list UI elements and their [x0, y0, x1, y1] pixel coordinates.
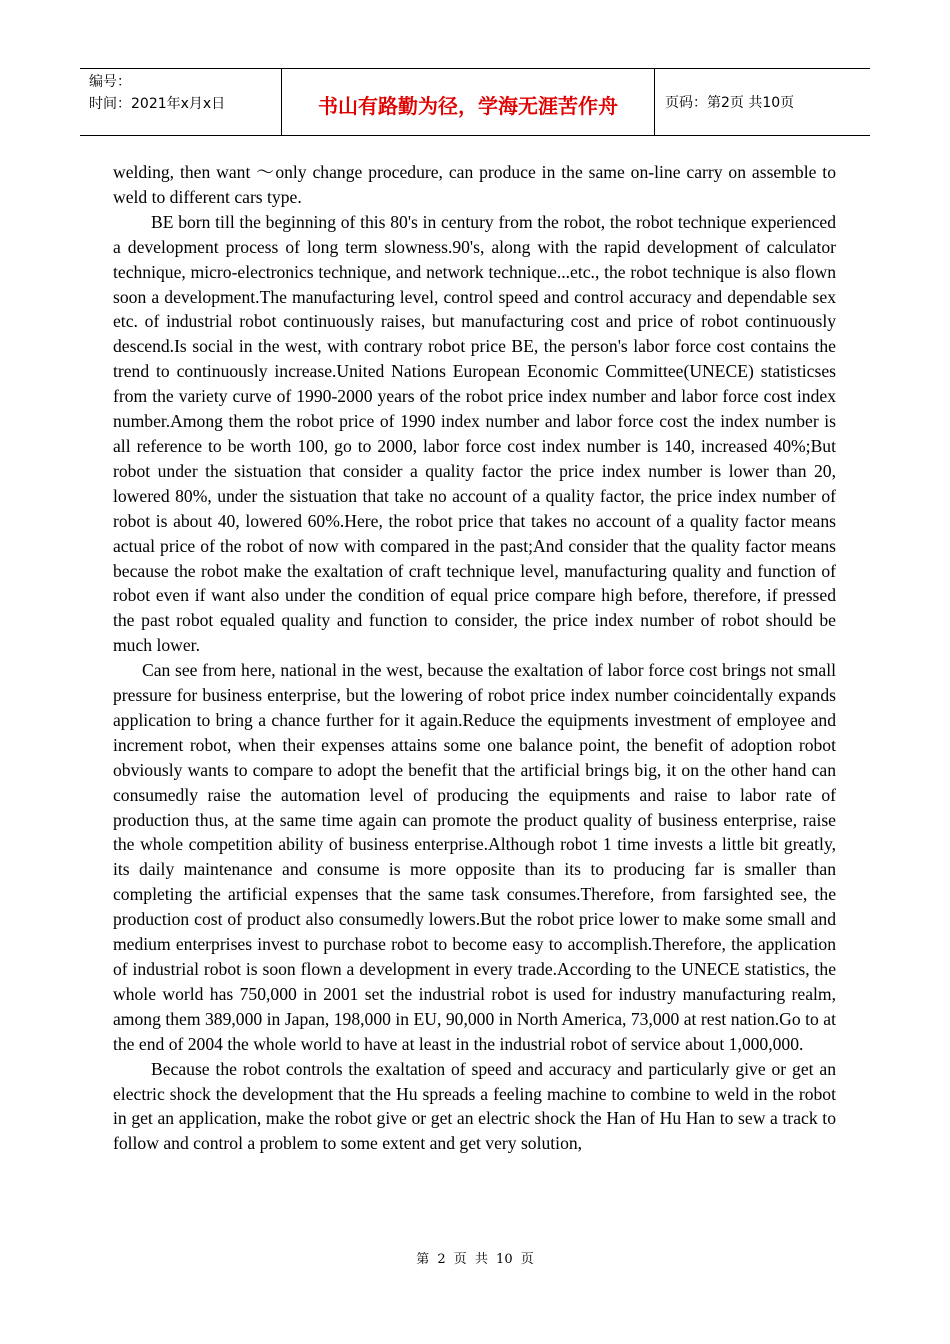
body-paragraph: welding, then want ～only change procedure, can produce in the same on-line carry on assemble to weld to different cars type. [113, 162, 836, 207]
body-paragraph: Because the robot controls the exaltation of speed and accuracy and particularly give or get an electric shock the development that the Hu spreads a feeling machine to combine to weld in the robot in get an application, make the robot give or get an electric shock the Han of Hu Han to sew a track to follow and control a problem to some extent and get very solution, [113, 1058, 836, 1154]
header-motto: 书山有路勤为径，学海无涯苦作舟 [318, 93, 618, 118]
header-meta [80, 69, 281, 135]
page-header [80, 68, 870, 136]
document-date: 时间：2021年x月x日 [89, 96, 226, 112]
header-motto-cell [281, 69, 655, 135]
body-paragraph: Can see from here, national in the west, because the exaltation of labor force cost brings not small pressure for business enterprise, but the lowering of robot price index number coincidentally expands application to bring a chance further for it again.Reduce the equipments investment of employee and increment robot, when their expenses attains some one balance point, the benefit of adoption robot obviously wants to compare to adopt the benefit that the artificial brings big, it on the other hand can consumedly raise the automation level of producing the equipments and raise to labor rate of production thus, at the same time again can promote the product quality of business enterprise, raise the whole competition ability of business enterprise.Although robot 1 time invests a little bit greatly, its daily maintenance and consume is more opposite than its to producing far is smaller than completing the artificial expenses that the same task consumes.Therefore, from farsighted see, the production cost of product also consumedly lowers.But the robot price lower to make some small and medium enterprises invest to purchase robot to become easy to accomplish.Therefore, the application of industrial robot is soon flown a development in every trade.According to the UNECE statistics, the whole world has 750,000 in 2001 set the industrial robot is used for industry manufacturing realm, among them 389,000 in Japan, 198,000 in EU, 90,000 in North America, 73,000 at rest nation.Go to at the end of 2004 the whole world to have at least in the industrial robot of service about 1,000,000. [113, 660, 836, 1054]
document-code-label: 编号： [89, 74, 131, 90]
header-page-info: 页码：第2页 共10页 [665, 95, 795, 111]
page-footer: 第 2 页 共 10 页 [416, 1252, 534, 1267]
body-paragraph: BE born till the beginning of this 80's in century from the robot, the robot technique experienced a development process of long term slowness.90's, along with the rapid development of calculator technique, micro-electronics technique, and network technique...etc., the robot technique is also flown soon a development.The manufacturing level, control speed and control accuracy and dependable sex etc. of industrial robot continuously raises, but manufacturing cost and price of robot continuously descend.Is social in the west, with contrary robot price BE, the person's labor force cost contains the trend to continuously increase.United Nations European Economic Committee(UNECE) statisticses from the variety curve of 1990-2000 years of the robot price index number and labor force cost index number.Among them the robot price of 1990 index number and labor force cost the index number is all reference to be worth 100, go to 2000, labor force cost index number is 140, increased 40%;But robot under the sistuation that consider a quality factor the price index number is lower than 20, lowered 80%, under the sistuation that take no account of a quality factor, the price index number of robot is about 40, lowered 60%.Here, the robot price that takes no account of a quality factor means actual price of the robot of now with compared in the past;And consider that the quality factor means because the robot make the exaltation of craft technique level, manufacturing quality and function of robot even if want also under the condition of equal price compare high before, therefore, if pressed the past robot equaled quality and function to consider, the price index number of robot should be much lower. [113, 211, 836, 656]
document-body [113, 160, 836, 1156]
header-page-cell [655, 69, 870, 135]
